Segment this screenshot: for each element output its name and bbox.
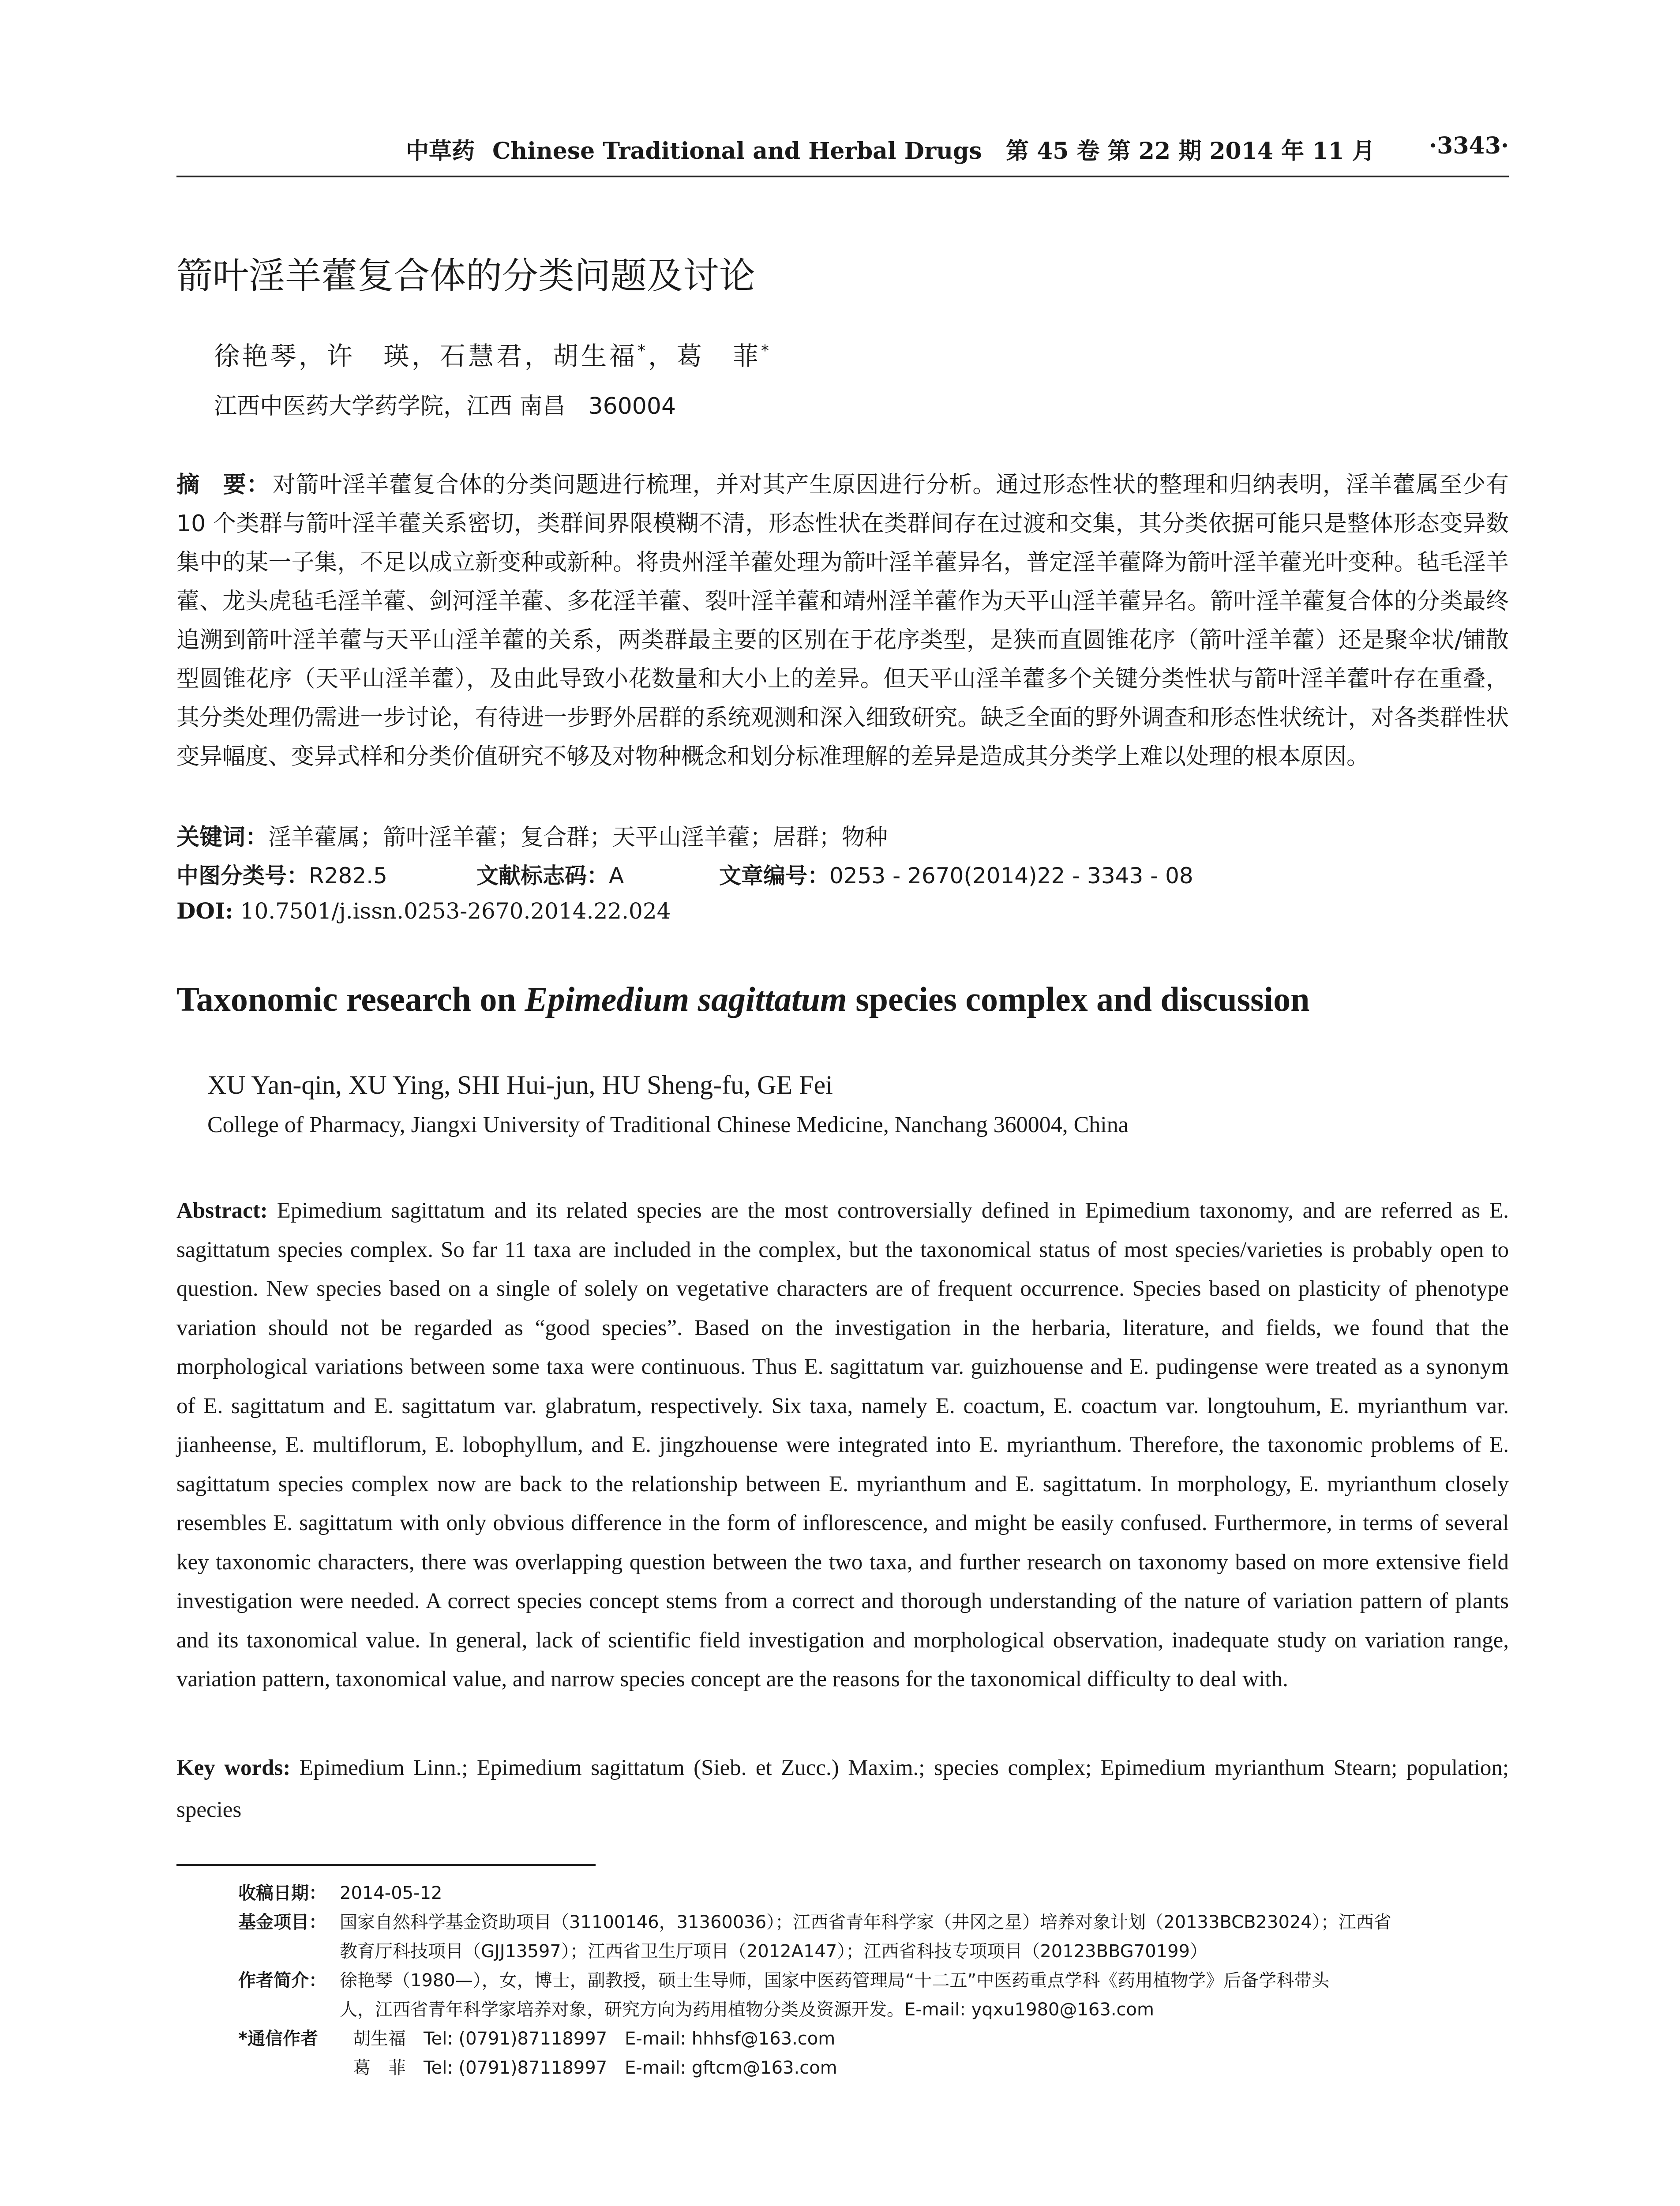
journal-name-cn: 中草药 bbox=[406, 138, 475, 165]
funding-label: 基金项目： bbox=[238, 1912, 326, 1932]
abstract-cn bbox=[176, 465, 1509, 776]
document-code bbox=[476, 858, 624, 890]
footnote-divider bbox=[176, 1864, 596, 1866]
title-en-pre: Taxonomic research on bbox=[176, 980, 525, 1018]
article-title-en bbox=[176, 979, 1310, 1019]
keywords-en-text: Epimedium Linn.; Epimedium sagittatum (Sieb. et Zucc.) Maxim.; species complex; Epimedium myrianthum Stearn; population; species bbox=[176, 1756, 1509, 1822]
corresponding-label: *通信作者 bbox=[238, 2029, 318, 2049]
clc-value: R282.5 bbox=[309, 863, 387, 889]
footnote-funding bbox=[238, 1908, 1509, 1966]
keywords-cn-text: 淫羊藿属；箭叶淫羊藿；复合群；天平山淫羊藿；居群；物种 bbox=[268, 824, 888, 851]
corresponding-mark: * bbox=[761, 341, 772, 360]
title-en-post: species complex and discussion bbox=[847, 980, 1310, 1018]
keywords-en-label: Key words: bbox=[176, 1756, 291, 1780]
footnotes bbox=[238, 1879, 1509, 2082]
received-date: 2014-05-12 bbox=[340, 1883, 442, 1903]
doc-code-value: A bbox=[609, 863, 624, 889]
header-divider bbox=[176, 176, 1509, 177]
corresponding-line-2: 葛 菲 Tel: (0791)87118997 E-mail: gftcm@163.com bbox=[353, 2058, 837, 2078]
corresponding-line-1: 胡生福 Tel: (0791)87118997 E-mail: hhhsf@163.com bbox=[353, 2029, 836, 2049]
keywords-en bbox=[176, 1747, 1509, 1831]
footnote-corresponding bbox=[238, 2024, 1509, 2082]
doi-line bbox=[176, 898, 671, 924]
abstract-cn-label: 摘 要： bbox=[176, 472, 270, 498]
authors-cn-part1: 徐艳琴，许 瑛，石慧君，胡生福 bbox=[214, 341, 638, 371]
article-number-label: 文章编号： bbox=[719, 863, 829, 889]
doc-code-label: 文献标志码： bbox=[476, 863, 609, 889]
doi-label: DOI: bbox=[176, 898, 233, 924]
bio-label: 作者简介： bbox=[238, 1970, 326, 1991]
authors-cn-part2: ，葛 菲 bbox=[648, 341, 761, 371]
journal-name bbox=[406, 132, 1375, 165]
abstract-en-label: Abstract: bbox=[176, 1198, 268, 1223]
running-header bbox=[176, 132, 1509, 168]
affiliation-cn: 江西中医药大学药学院，江西 南昌 360004 bbox=[214, 393, 676, 420]
article-number-value: 0253 - 2670(2014)22 - 3343 - 08 bbox=[829, 863, 1193, 889]
abstract-en bbox=[176, 1191, 1509, 1699]
keywords-cn-label: 关键词： bbox=[176, 824, 269, 851]
footnote-author-bio bbox=[238, 1966, 1509, 2024]
clc-label: 中图分类号： bbox=[176, 863, 309, 889]
footnote-received bbox=[238, 1879, 1509, 1908]
journal-name-en: Chinese Traditional and Herbal Drugs bbox=[492, 138, 982, 165]
classification-line bbox=[176, 858, 1509, 889]
funding-line-2: 教育厅科技项目（GJJ13597）；江西省卫生厅项目（2012A147）；江西省科技专项项目（20123BBG70199） bbox=[340, 1941, 1208, 1962]
title-en-species: Epimedium sagittatum bbox=[525, 980, 847, 1018]
issue-info: 第 45 卷 第 22 期 2014 年 11 月 bbox=[1005, 138, 1375, 165]
corresponding-mark: * bbox=[638, 341, 649, 360]
received-label: 收稿日期： bbox=[238, 1883, 326, 1903]
author-list-cn bbox=[214, 335, 772, 372]
bio-line-1: 徐艳琴（1980—），女，博士，副教授，硕士生导师，国家中医药管理局“十二五”中医药重点学科《药用植物学》后备学科带头 bbox=[340, 1970, 1330, 1991]
page-number: ·3343· bbox=[1429, 132, 1509, 159]
funding-line-1: 国家自然科学基金资助项目（31100146，31360036）；江西省青年科学家（井冈之星）培养对象计划（20133BCB23024）；江西省 bbox=[340, 1912, 1391, 1932]
article-number bbox=[719, 858, 1193, 890]
abstract-cn-text: 对箭叶淫羊藿复合体的分类问题进行梳理，并对其产生原因进行分析。通过形态性状的整理和归纳表明，淫羊藿属至少有 10 个类群与箭叶淫羊藿关系密切，类群间界限模糊不清，形态性状在类群间存在过渡和交集，其分类依据可能只是整体形态变异数集中的某一子集，不足以成立新变种或新种。将贵州淫羊藿处理为箭叶淫羊藿异名，普定淫羊藿降为箭叶淫羊藿光叶变种。毡毛淫羊藿、龙头虎毡毛淫羊藿、剑河淫羊藿、多花淫羊藿、裂叶淫羊藿和靖州淫羊藿作为天平山淫羊藿异名。箭叶淫羊藿复合体的分类最终追溯到箭叶淫羊藿与天平山淫羊藿的关系，两类群最主要的区别在于花序类型，是狭而直圆锥花序（箭叶淫羊藿）还是聚伞状/铺散型圆锥花序（天平山淫羊藿），及由此导致小花数量和大小上的差异。但天平山淫羊藿多个关键分类性状与箭叶淫羊藿叶存在重叠，其分类处理仍需进一步讨论，有待进一步野外居群的系统观测和深入细致研究。缺乏全面的野外调查和形态性状统计，对各类群性状变异幅度、变异式样和分类价值研究不够及对物种概念和划分标准理解的差异是造成其分类学上难以处理的根本原因。 bbox=[176, 472, 1509, 770]
bio-line-2: 人，江西省青年科学家培养对象，研究方向为药用植物分类及资源开发。E-mail: yqxu1980@163.com bbox=[340, 2000, 1154, 2020]
affiliation-en: College of Pharmacy, Jiangxi University of Traditional Chinese Medicine, Nanchang 360004, China bbox=[207, 1112, 1129, 1137]
author-list-en: XU Yan-qin, XU Ying, SHI Hui-jun, HU Sheng-fu, GE Fei bbox=[207, 1070, 833, 1099]
abstract-en-text: Epimedium sagittatum and its related species are the most controversially defined in Epimedium taxonomy, and are referred as E. sagittatum species complex. So far 11 taxa are included in the complex, but the taxonomical status of most species/varieties is probably open to question. New species based on a single of solely on vegetative characters are of frequent occurrence. Species based on plasticity of phenotype variation should not be regarded as “good species”. Based on the investigation in the herbaria, literature, and fields, we found that the morphological variations between some taxa were continuous. Thus E. sagittatum var. guizhouense and E. pudingense were treated as a synonym of E. sagittatum and E. sagittatum var. glabratum, respectively. Six taxa, namely E. coactum, E. coactum var. longtouhum, E. myrianthum var. jianheense, E. multiflorum, E. lobophyllum, and E. jingzhouense were integrated into E. myrianthum. Therefore, the taxonomic problems of E. sagittatum species complex now are back to the relationship between E. myrianthum and E. sagittatum. In morphology, E. myrianthum closely resembles E. sagittatum with only obvious difference in the form of inflorescence, and might be easily confused. Furthermore, in terms of several key taxonomic characters, there was overlapping question between the two taxa, and further research on taxonomy based on more extensive field investigation were needed. A correct species concept stems from a correct and thorough understanding of the nature of variation pattern of plants and its taxonomical value. In general, lack of scientific field investigation and morphological observation, inadequate study on variation range, variation pattern, taxonomical value, and narrow species concept are the reasons for the taxonomical difficulty to deal with. bbox=[176, 1198, 1509, 1692]
clc-number bbox=[176, 858, 387, 890]
doi-link[interactable]: 10.7501/j.issn.0253-2670.2014.22.024 bbox=[233, 898, 671, 924]
article-title-cn: 箭叶淫羊藿复合体的分类问题及讨论 bbox=[176, 255, 756, 297]
keywords-cn bbox=[176, 818, 888, 852]
